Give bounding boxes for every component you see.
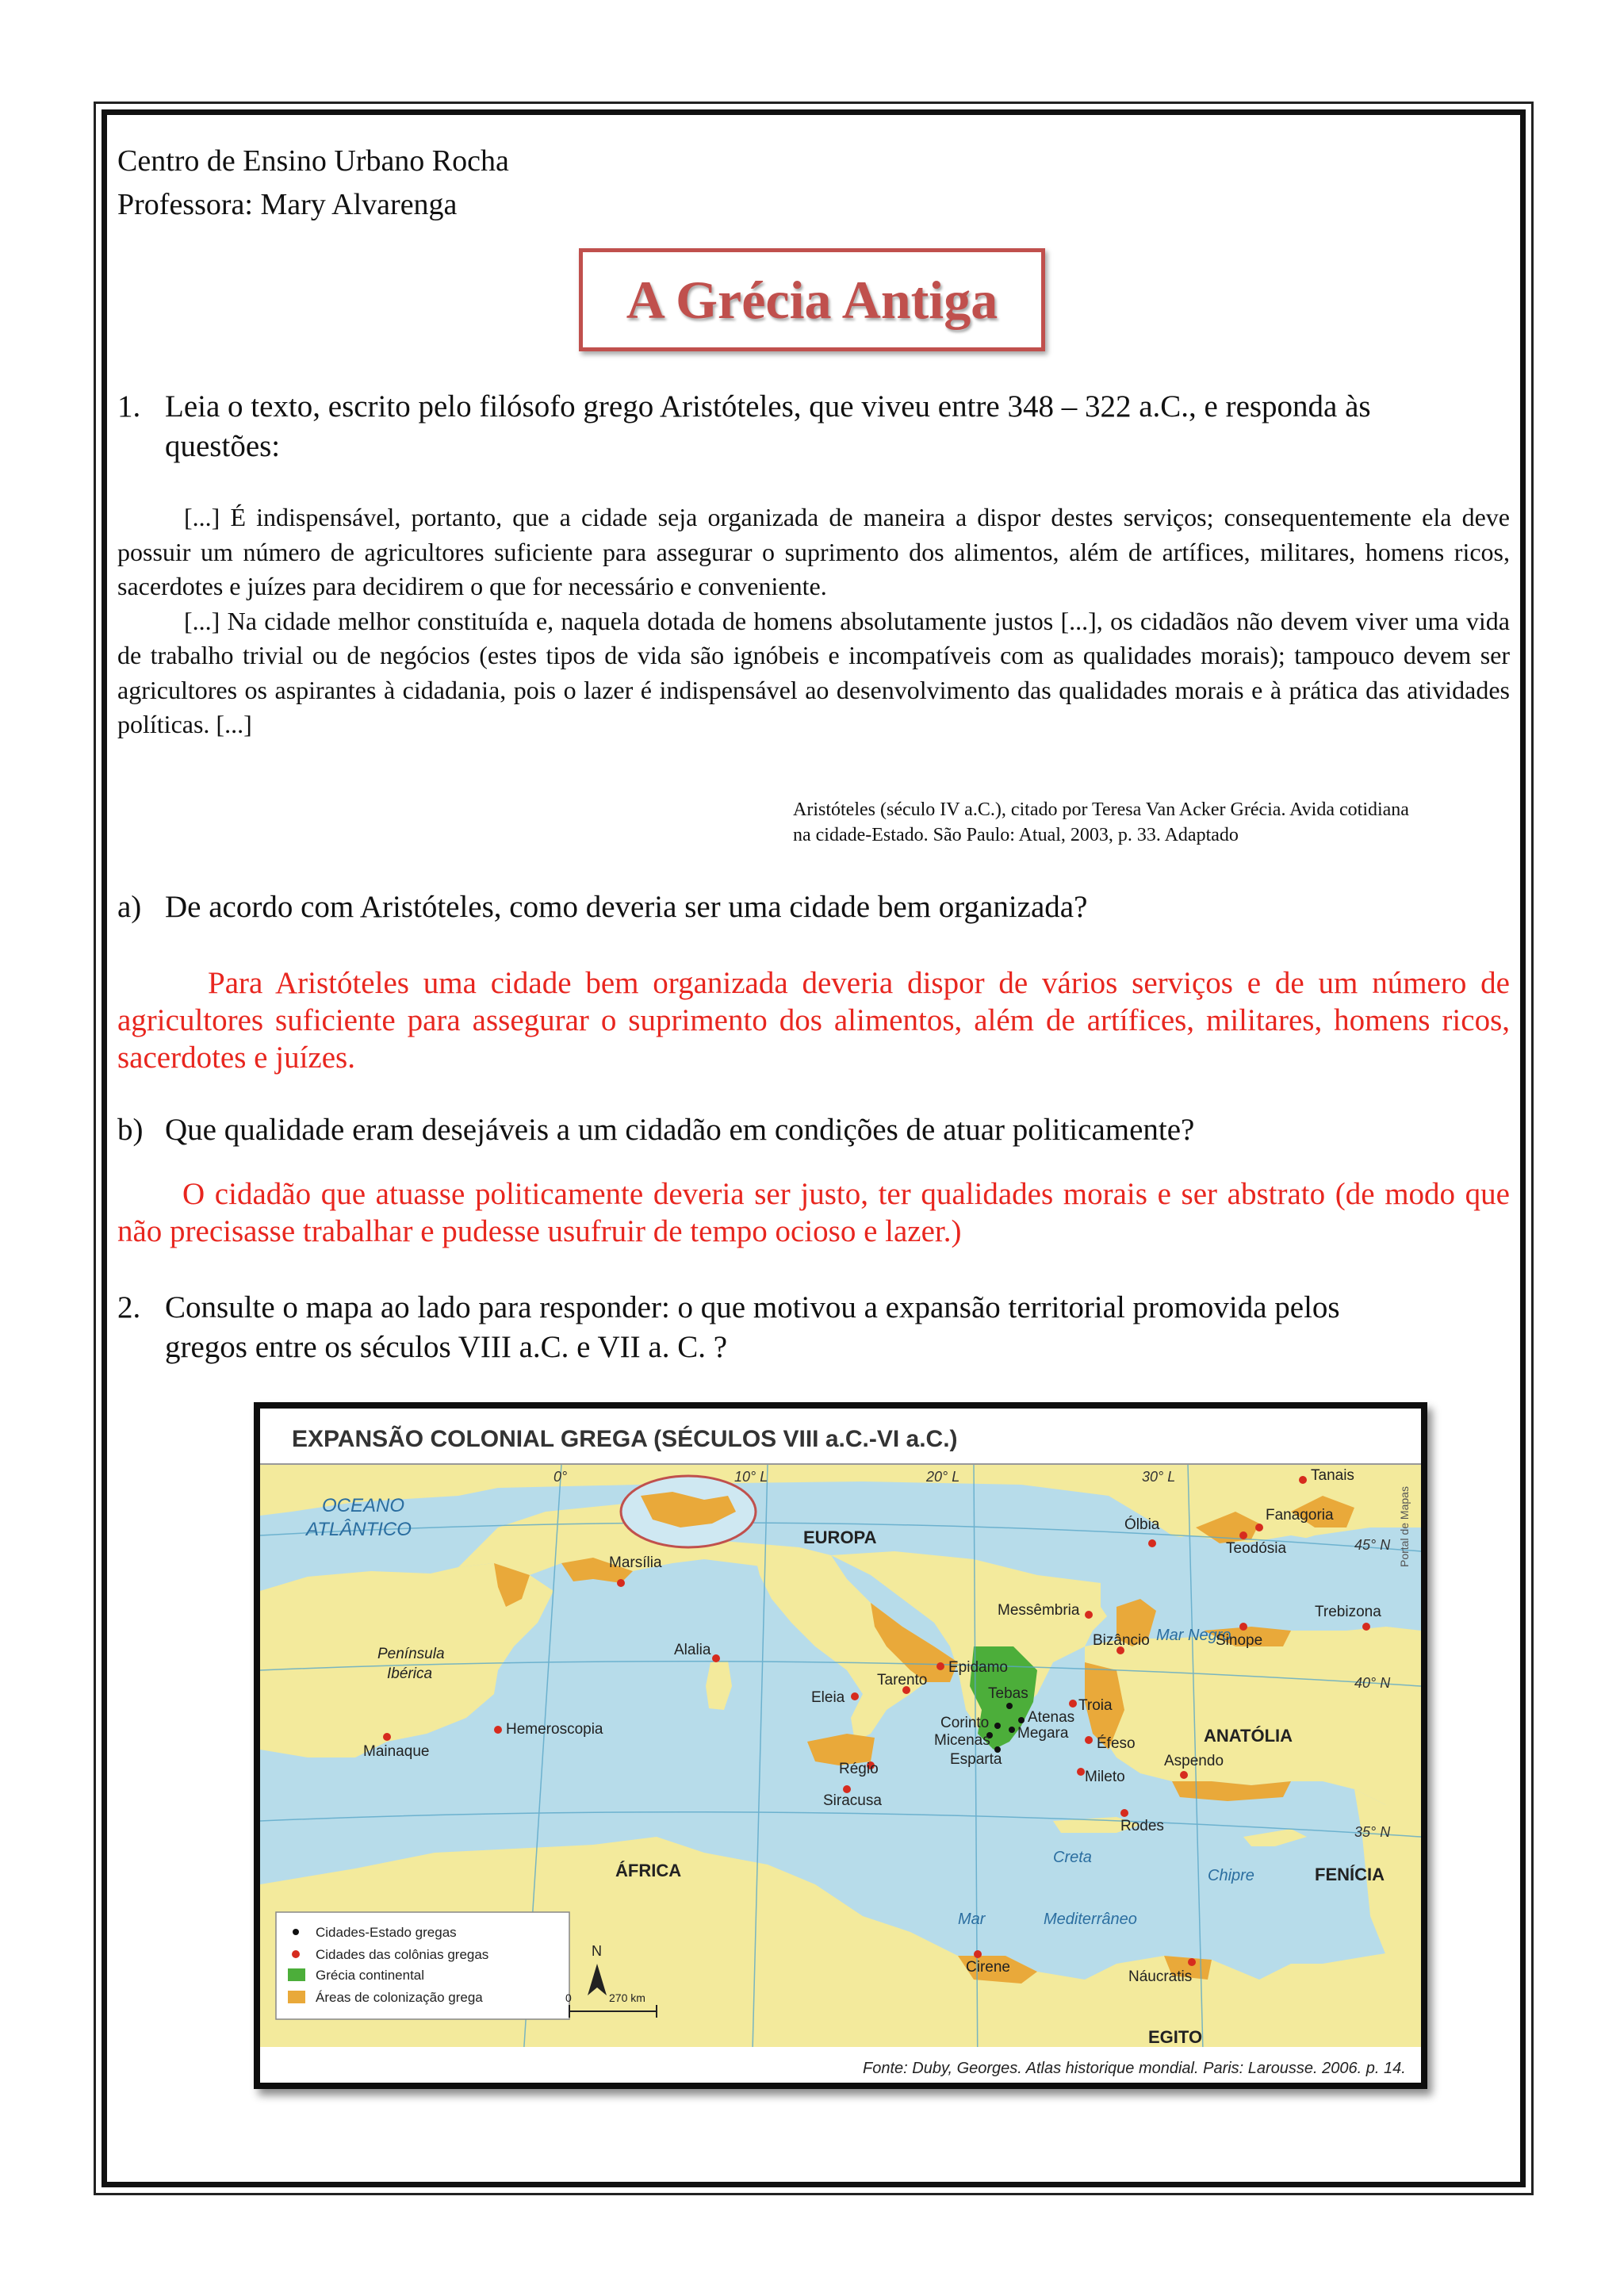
qb-label: b) <box>117 1113 144 1147</box>
label-peninsula: Península <box>377 1646 445 1662</box>
dot-atenas <box>1018 1717 1025 1723</box>
dot-mainaque <box>383 1733 391 1741</box>
scale-zero: 0 <box>565 1991 572 2004</box>
label-egito: EGITO <box>1148 2027 1203 2047</box>
label-esparta: Esparta <box>950 1751 1002 1768</box>
label-mar-negro: Mar Negro <box>1156 1627 1231 1644</box>
label-megara: Megara <box>1017 1725 1069 1742</box>
label-micenas: Micenas <box>934 1732 990 1749</box>
label-corinto: Corinto <box>940 1715 990 1731</box>
label-tanais: Tanais <box>1311 1467 1354 1484</box>
dot-efeso <box>1085 1736 1093 1744</box>
title-box <box>579 248 1045 351</box>
meridian-10: 10° L <box>734 1469 768 1485</box>
label-iberica: Ibérica <box>387 1665 433 1682</box>
qa-answer-block <box>117 964 1510 1076</box>
qb-answer: O cidadão que atuasse politicamente deveria ser justo, ter qualidades morais e ser abstrato (de modo que não precisasse trabalhar e pudesse usufruir de tempo ocioso e lazer.) <box>117 1177 1510 1248</box>
legend-colony-cities: Cidades das colônias gregas <box>316 1947 489 1962</box>
label-regio: Régio <box>839 1761 879 1777</box>
school-name: Centro de Ensino Urbano Rocha <box>117 144 509 178</box>
label-eleia: Eleia <box>811 1689 845 1706</box>
q2-text-line1: Consulte o mapa ao lado para responder: o que motivou a expansão territorial promovida pelos <box>165 1290 1340 1324</box>
parallel-40: 40° N <box>1354 1675 1391 1691</box>
qa-question: De acordo com Aristóteles, como deveria ser uma cidade bem organizada? <box>165 890 1088 924</box>
map-legend <box>276 1912 569 2019</box>
meridian-30: 30° L <box>1142 1469 1176 1485</box>
label-sinope: Sinope <box>1216 1632 1263 1649</box>
label-oceano: OCEANO <box>322 1495 405 1516</box>
dot-rodes <box>1120 1809 1128 1817</box>
legend-city-states: Cidades-Estado gregas <box>316 1925 457 1940</box>
label-mileto: Mileto <box>1085 1769 1125 1785</box>
dot-marsilia <box>617 1579 625 1587</box>
dot-aspendo <box>1180 1771 1188 1779</box>
label-cirene: Cirene <box>966 1959 1010 1976</box>
quote-paragraph-2: [...] Na cidade melhor constituída e, naquela dotada de homens absolutamente justos [...], os cidadãos não devem viver uma vida de trabalho trivial ou de negócios (estes tipos de vida são ignóbeis e incompatíveis com as qualidades morais); tampouco devem ser agricultores os aspirantes à cidadania, pois o lazer é indispensável ao desenvolvimento das qualidades morais e à prática das atividades políticas. [...] <box>117 606 1510 738</box>
dot-alalia <box>712 1654 720 1662</box>
qa-label: a) <box>117 890 142 924</box>
colonial-expansion-map <box>254 1402 1427 2089</box>
quote-paragraph-1: [...] É indispensável, portanto, que a cidade seja organizada de maneira a dispor destes serviços; consequentemente ela deve possuir um número de agricultores suficiente para assegurar o suprimento dos alimentos, além de artífices, militares, homens ricos, sacerdotes e juízes para decidirem o que for necessário e conveniente. <box>117 503 1510 600</box>
label-europa: EUROPA <box>803 1527 877 1547</box>
legend-colonization-areas: Áreas de colonização grega <box>316 1990 483 2005</box>
label-messembria: Messêmbria <box>998 1602 1080 1619</box>
q1-number: 1. <box>117 389 141 424</box>
parallel-35: 35° N <box>1354 1824 1391 1840</box>
label-mar: Mar <box>958 1911 986 1928</box>
dot-tanais <box>1299 1476 1307 1484</box>
label-siracusa: Siracusa <box>823 1792 882 1809</box>
label-rodes: Rodes <box>1120 1818 1164 1834</box>
label-teodosia: Teodósia <box>1226 1540 1287 1557</box>
label-atlantico: ATLÂNTICO <box>306 1519 412 1540</box>
map-source: Fonte: Duby, Georges. Atlas historique mondial. Paris: Larousse. 2006. p. 14. <box>863 2060 1406 2077</box>
label-aspendo: Aspendo <box>1164 1753 1224 1769</box>
label-creta: Creta <box>1053 1849 1092 1866</box>
label-chipre: Chipre <box>1208 1867 1254 1884</box>
map-title: EXPANSÃO COLONIAL GREGA (SÉCULOS VIII a.C.-VI a.C.) <box>292 1426 958 1452</box>
meridian-0: 0° <box>553 1469 568 1485</box>
dot-corinto <box>994 1723 1001 1729</box>
label-trebizona: Trebizona <box>1315 1604 1381 1620</box>
q1-text-line2: questões: <box>165 429 281 463</box>
dot-eleia <box>851 1692 859 1700</box>
label-mediterraneo: Mediterrâneo <box>1044 1911 1137 1928</box>
inset-globe <box>621 1476 756 1547</box>
label-olbia: Ólbia <box>1124 1516 1160 1533</box>
dot-teodosia <box>1239 1531 1247 1539</box>
label-africa: ÁFRICA <box>615 1861 682 1880</box>
q1-text-line1: Leia o texto, escrito pelo filósofo grego Aristóteles, que viveu entre 348 – 322 a.C., e responda às <box>165 389 1371 424</box>
dot-messembria <box>1085 1611 1093 1619</box>
legend-mainland-greece: Grécia continental <box>316 1968 425 1983</box>
citation-line-1: Aristóteles (século IV a.C.), citado por Teresa Van Acker Grécia. Avida cotidiana <box>793 799 1409 820</box>
label-mainaque: Mainaque <box>363 1743 430 1760</box>
label-alalia: Alalia <box>674 1642 711 1658</box>
teacher-name: Professora: Mary Alvarenga <box>117 188 458 221</box>
label-fenicia: FENÍCIA <box>1315 1865 1385 1884</box>
q2-text-line2: gregos entre os séculos VIII a.C. e VII a. C. ? <box>165 1330 728 1364</box>
label-bizancio: Bizâncio <box>1093 1632 1150 1649</box>
label-anatolia: ANATÓLIA <box>1204 1726 1293 1746</box>
dot-trebizona <box>1362 1623 1370 1631</box>
label-efeso: Éfeso <box>1097 1735 1136 1752</box>
label-tebas: Tebas <box>988 1685 1028 1702</box>
dot-hemeroscopia <box>494 1726 502 1734</box>
label-atenas: Atenas <box>1028 1709 1075 1726</box>
citation <box>793 797 1515 848</box>
dot-olbia <box>1148 1539 1156 1547</box>
qb-question: Que qualidade eram desejáveis a um cidadão em condições de atuar politicamente? <box>165 1113 1195 1147</box>
scale-label: 270 km <box>609 1991 645 2004</box>
meridian-20: 20° L <box>926 1469 960 1485</box>
north-label: N <box>592 1943 602 1959</box>
dot-cirene <box>974 1950 982 1958</box>
qb-answer-block <box>117 1175 1510 1250</box>
dot-troia <box>1069 1700 1077 1708</box>
parallel-45: 45° N <box>1354 1537 1391 1553</box>
dot-epidamo <box>936 1662 944 1670</box>
map-side-credit: Portal de Mapas <box>1398 1486 1411 1567</box>
dot-tebas <box>1006 1703 1013 1709</box>
aristotle-quote <box>117 500 1510 742</box>
label-fanagoria: Fanagoria <box>1266 1507 1334 1524</box>
dot-sinope <box>1239 1623 1247 1631</box>
label-tarento: Tarento <box>877 1672 928 1688</box>
label-epidamo: Epidamo <box>948 1659 1008 1676</box>
label-hemeroscopia: Hemeroscopia <box>506 1721 603 1738</box>
dot-mileto <box>1077 1768 1085 1776</box>
label-troia: Troia <box>1078 1697 1113 1714</box>
dot-fanagoria <box>1255 1524 1263 1531</box>
label-marsilia: Marsília <box>609 1554 662 1571</box>
label-naucratis: Náucratis <box>1128 1968 1193 1985</box>
dot-megara <box>1009 1727 1015 1733</box>
q2-number: 2. <box>117 1290 141 1324</box>
dot-naucratis <box>1188 1958 1196 1966</box>
citation-line-2: na cidade-Estado. São Paulo: Atual, 2003, p. 33. Adaptado <box>793 825 1239 845</box>
qa-answer: Para Aristóteles uma cidade bem organizada deveria dispor de vários serviços e de um número de agricultores suficiente para assegurar o suprimento dos alimentos, além de artífices, militares, homens ricos, sacerdotes e juízes. <box>117 966 1510 1075</box>
page-title: A Grécia Antiga <box>626 269 998 330</box>
